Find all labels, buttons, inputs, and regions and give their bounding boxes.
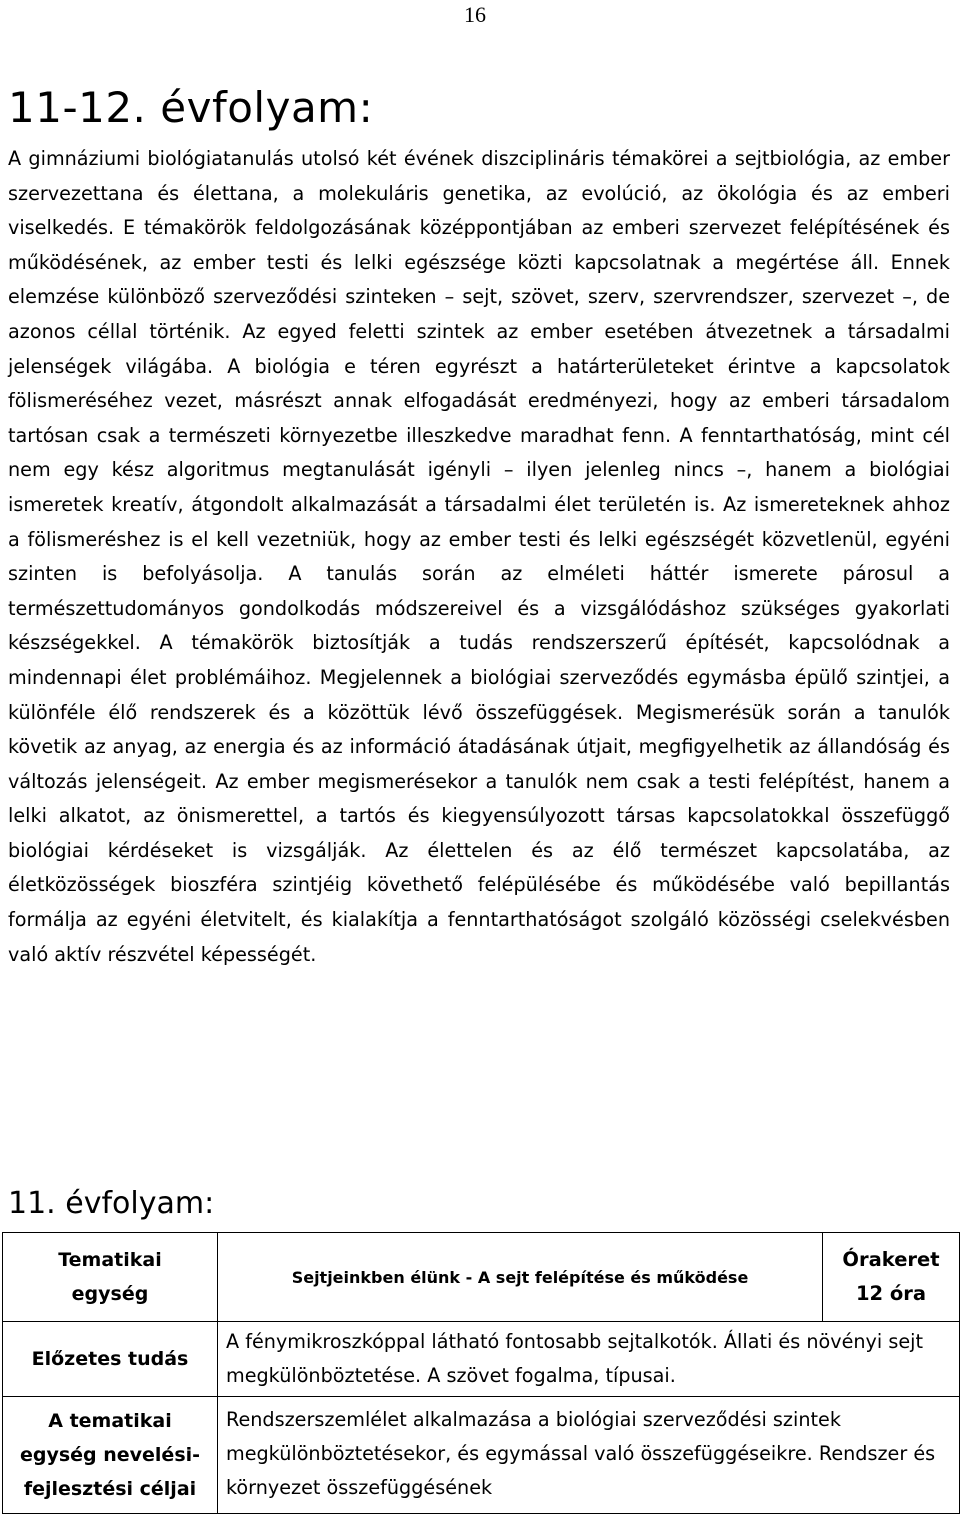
unit-title-cell: Sejtjeinkben élünk - A sejt felépítése és működése bbox=[218, 1233, 823, 1322]
hours-label: Órakeret bbox=[842, 1248, 940, 1271]
goals-label-line: fejlesztési céljai bbox=[23, 1478, 197, 1500]
hours-cell bbox=[823, 1233, 960, 1322]
table-row-unit bbox=[3, 1233, 960, 1322]
prior-text-cell: A fénymikroszkóppal látható fontosabb sejtalkotók. Állati és növényi sejt megkülönböztetése. A szövet fogalma, típusai. bbox=[218, 1322, 960, 1397]
goals-label-line: egység nevelési- bbox=[19, 1444, 201, 1466]
goals-text-cell: Rendszerszemlélet alkalmazása a biológiai szerveződési szintek megkülönböztetésekor, és egymással való összefüggéseikre. Rendszer és környezet összefüggésének bbox=[218, 1397, 960, 1514]
thematic-unit-table bbox=[2, 1232, 960, 1514]
table-row-goals bbox=[3, 1397, 960, 1514]
goals-label-line: A tematikai bbox=[48, 1410, 172, 1432]
subsection-heading: 11. évfolyam: bbox=[8, 1186, 215, 1221]
intro-paragraph: A gimnáziumi biológiatanulás utolsó két évének diszciplináris témakörei a sejtbiológia, az ember szervezettana és élettana, a molekuláris genetika, az evolúció, az ökológia és az emberi viselkedés. E témakörök feldolgozásának középpontjában az emberi szervezet felépítésének és működésének, az ember testi és lelki egészsége közti kapcsolatnak a megértése áll. Ennek elemzése különböző szerveződési szinteken – sejt, szövet, szerv, szervrendszer, szervezet –, de azonos céllal történik. Az egyed feletti szintek az ember esetében átvezetnek a társadalmi jelenségek világába. A biológia e téren egyrészt a határterületeket érintve a kapcsolatok fölismeréséhez vezet, másrészt annak elfogadását eredményezi, hogy az emberi társadalom tartósan csak a természeti környezetbe illeszkedve maradhat fenn. A fenntarthatóság, mint cél nem egy kész algoritmus megtanulását igényli – ilyen jelenleg nincs –, hanem a biológiai ismeretek kreatív, átgondolt alkalmazását a társadalmi élet területén is. Az ismereteknek ahhoz a fölismeréshez is el kell vezetniük, hogy az ember testi és lelki egészségét közvetlenül, egyéni szinten is befolyásolja. A tanulás során az elméleti háttér ismerete párosul a természettudományos gondolkodás módszereivel és a vizsgálódáshoz szükséges gyakorlati készségekkel. A témakörök biztosítják a tudás rendszerszerű építését, kapcsolódnak a mindennapi élet problémáihoz. Megjelennek a biológiai szerveződés egymásba épülő szintjei, a különféle élő rendszerek és a közöttük lévő összefüggések. Megismerésük során a tanulók követik az anyag, az energia és az információ átadásának útjait, megfigyelhetik az állandóság és változás jelenségeit. Az ember megismerésekor a tanulók nem csak a testi felépítést, hanem a lelki alkatot, az önismerettel, a tartós és kiegyensúlyozott társas kapcsolatokkal összefüggő biológiai kérdéseket is vizsgálják. Az élettelen és az élő természet kapcsolatába, az életközösségek bioszféra szintjéig követhető felépülésébe és működésébe való bepillantás formálja az egyéni életvitelt, és kialakítja a fenntarthatóságot szolgáló közösségi cselekvésben való aktív részvétel képességét. bbox=[8, 147, 950, 966]
table-row-prior-knowledge bbox=[3, 1322, 960, 1397]
hours-value: 12 óra bbox=[855, 1282, 927, 1305]
unit-label-line: Tematikai bbox=[58, 1249, 162, 1271]
unit-label-line: egység bbox=[71, 1283, 149, 1305]
section-heading: 11-12. évfolyam: bbox=[8, 83, 374, 132]
goals-label-cell bbox=[3, 1397, 218, 1514]
unit-label-cell bbox=[3, 1233, 218, 1322]
page-number: 16 bbox=[464, 2, 486, 27]
prior-label-cell: Előzetes tudás bbox=[3, 1322, 218, 1397]
